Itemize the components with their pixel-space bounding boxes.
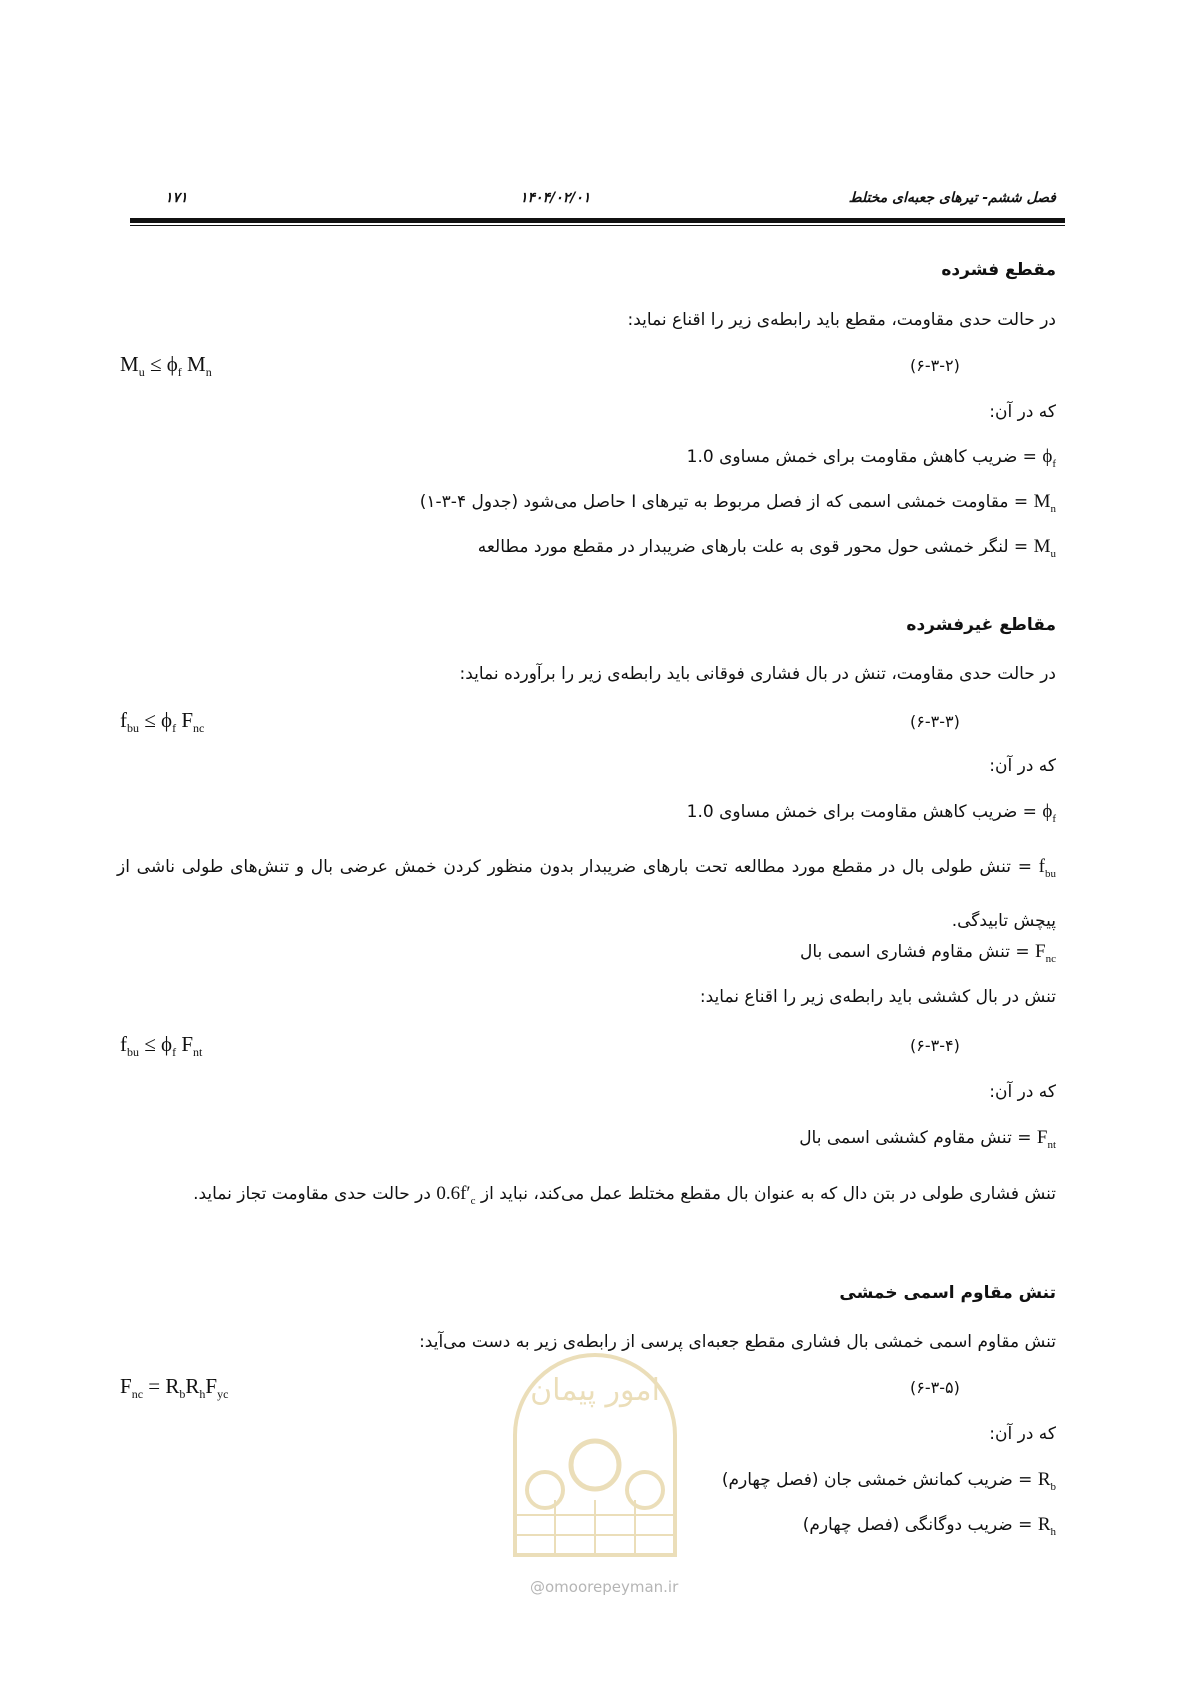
section2-intro: در حالت حدی مقاومت، تنش در بال فشاری فوقانی باید رابطه‌ی زیر را برآورده نماید: [459,664,1056,684]
header-rule-thick [130,218,1065,223]
equation-number: (۶-۳-۳) [910,712,960,731]
definition-fnc: $F_{nc}$ = تنش مقاوم فشاری اسمی بال [799,941,1056,965]
svg-text:امور پیمان: امور پیمان [530,1373,660,1408]
equation-number: (۶-۳-۵) [910,1378,960,1397]
header-date: ۱۴۰۴/۰۲/۰۱ [520,190,591,206]
definition-fbu: $f_{bu}$ = تنش طولی بال در مقطع مورد مطالعه تحت بارهای ضریبدار بدون منظور کردن خمش عرضی بال و تنش‌های طولی ناشی از پیچش تابیدگی. [117,856,1056,931]
definition-mn: $M_n$ = مقاومت خمشی اسمی که از فصل مربوط به تیرهای I حاصل می‌شود (جدول ۴-۳-۱) [419,491,1056,515]
concrete-stress-paragraph: تنش فشاری طولی در بتن دال که به عنوان بال مقطع مختلط عمل می‌کند، نباید از $0.6f'_c$ در حالت حدی مقاومت تجاز نماید. [193,1183,1056,1207]
equation-fnc-rb-rh-fyc: $F_{nc} = R_bR_hF_{yc}$ [120,1374,229,1402]
section-heading-noncompact: مقاطع غیرفشرده [906,615,1056,635]
symbol-phi-f: $\phi_f$ [1042,801,1056,825]
symbol-rh: $R_h$ [1037,1514,1056,1538]
symbol-0.6fc-prime: $0.6f'_c$ [436,1183,476,1207]
definition-fnt: $F_{nt}$ = تنش مقاوم کششی اسمی بال [799,1127,1056,1151]
equation-number: (۶-۳-۴) [910,1036,960,1055]
definition-phi-f: $\phi_f$ = ضریب کاهش مقاومت برای خمش مساوی 1.0 [686,801,1056,825]
where-label: که در آن: [989,756,1056,776]
section-heading-nominal-flexural-resistance: تنش مقاوم اسمی خمشی [839,1283,1056,1303]
section-heading-compact: مقطع فشرده [941,260,1056,280]
chapter-title: فصل ششم- تیرهای جعبه‌ای مختلط [848,190,1056,206]
watermark-site: @omoorepeyman.ir [530,1578,679,1596]
equation-number: (۶-۳-۲) [910,356,960,375]
symbol-phi-f: $\phi_f$ [1042,446,1056,470]
equation-mu-le-phi-mn: $M_u \le \phi_f$ $M_n$ [120,352,212,380]
equation-fbu-le-phi-fnt: $f_{bu} \le \phi_f$ $F_{nt}$ [120,1032,203,1060]
section1-intro: در حالت حدی مقاومت، مقطع باید رابطه‌ی زیر را اقناع نماید: [627,310,1056,330]
symbol-fnt: $F_{nt}$ [1036,1127,1056,1151]
page-number: ۱۷۱ [165,190,188,206]
symbol-mn: $M_n$ [1033,491,1056,515]
section3-intro: تنش مقاوم اسمی خمشی بال فشاری مقطع جعبه‌ای پرسی از رابطه‌ی زیر به دست می‌آید: [419,1332,1056,1352]
tension-flange-intro: تنش در بال کششی باید رابطه‌ی زیر را اقناع نماید: [699,987,1056,1007]
definition-rh: $R_h$ = ضریب دوگانگی (فصل چهارم) [802,1514,1056,1538]
definition-phi-f: $\phi_f$ = ضریب کاهش مقاومت برای خمش مساوی 1.0 [686,446,1056,470]
where-label: که در آن: [989,402,1056,422]
header-rule-thin [130,225,1065,226]
symbol-mu: $M_u$ [1033,536,1056,560]
watermark-logo [490,1340,700,1570]
where-label: که در آن: [989,1424,1056,1444]
symbol-fbu: $f_{bu}$ [1038,856,1056,880]
equation-fbu-le-phi-fnc: $f_{bu} \le \phi_f$ $F_{nc}$ [120,708,205,736]
symbol-fnc: $F_{nc}$ [1035,941,1056,965]
definition-mu: $M_u$ = لنگر خمشی حول محور قوی به علت بارهای ضریبدار در مقطع مورد مطالعه [477,536,1056,560]
where-label: که در آن: [989,1082,1056,1102]
symbol-rb: $R_b$ [1037,1469,1056,1493]
definition-rb: $R_b$ = ضریب کمانش خمشی جان (فصل چهارم) [721,1469,1056,1493]
